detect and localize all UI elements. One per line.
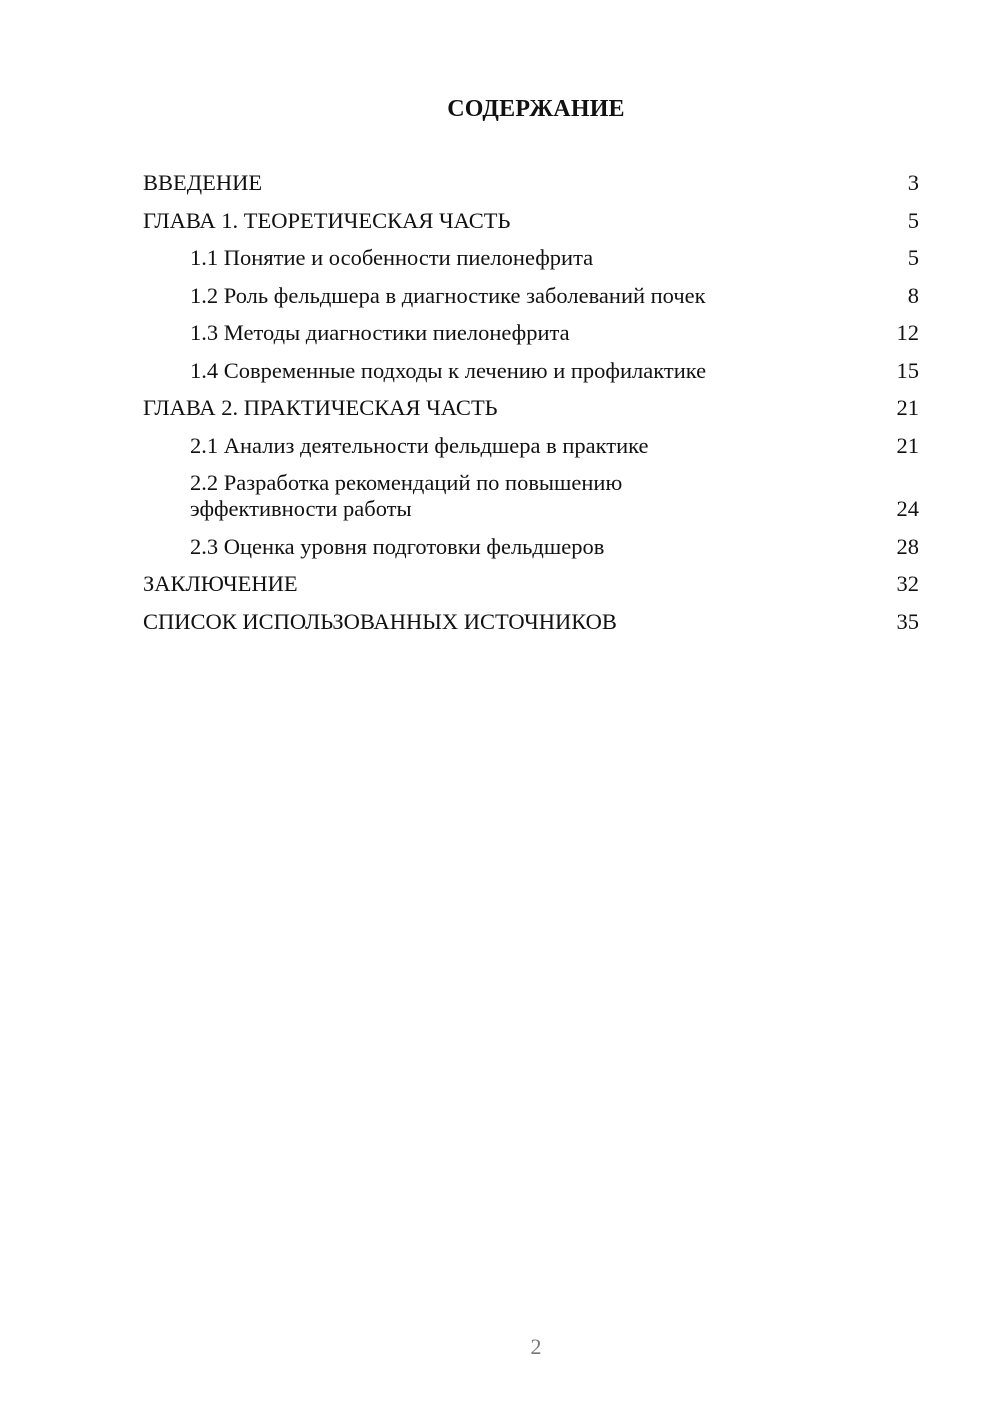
toc-entry[interactable] [143, 609, 919, 635]
toc-entry-label: ГЛАВА 2. ПРАКТИЧЕСКАЯ ЧАСТЬ [143, 395, 498, 420]
page-title: СОДЕРЖАНИЕ [447, 96, 625, 122]
toc-entry-label: 1.4 Современные подходы к лечению и профилактике [190, 357, 707, 383]
toc-entry-page: 3 [907, 170, 919, 195]
toc-entry-label: ЗАКЛЮЧЕНИЕ [143, 571, 298, 596]
toc-entry-page: 5 [907, 245, 919, 270]
toc-entry-page: 35 [896, 608, 919, 634]
toc-entry-page: 32 [896, 571, 919, 596]
toc-entry-label: 2.1 Анализ деятельности фельдшера в практике [190, 432, 649, 458]
toc-entry[interactable] [143, 395, 919, 421]
page-number: 2 [530, 1334, 542, 1359]
toc-entry-label: 2.2 Разработка рекомендаций по повышению эффективности работы [190, 470, 623, 521]
toc-entry[interactable] [143, 534, 919, 560]
toc-entry[interactable] [143, 571, 919, 597]
toc-entry-label: 2.3 Оценка уровня подготовки фельдшеров [190, 533, 605, 559]
toc-entry-page: 8 [907, 282, 919, 308]
toc-entry[interactable] [143, 245, 919, 271]
toc-entry[interactable] [143, 208, 919, 234]
toc-entry-page: 21 [896, 432, 919, 458]
toc-entry-label: СПИСОК ИСПОЛЬЗОВАННЫХ ИСТОЧНИКОВ [143, 608, 617, 634]
toc-entry-page: 21 [896, 395, 919, 420]
toc-entry-page: 28 [896, 533, 919, 559]
toc-entry[interactable] [143, 433, 919, 459]
table-of-contents [143, 170, 919, 646]
toc-entry-page: 15 [896, 357, 919, 383]
toc-entry-label: 1.1 Понятие и особенности пиелонефрита [190, 245, 594, 270]
toc-entry[interactable] [143, 170, 919, 196]
toc-entry-label: ВВЕДЕНИЕ [143, 170, 263, 195]
toc-entry[interactable] [143, 283, 919, 309]
toc-entry[interactable] [143, 358, 919, 384]
toc-entry-label: 1.2 Роль фельдшера в диагностике заболеваний почек [190, 282, 706, 308]
toc-entry-page: 24 [896, 496, 919, 521]
toc-entry-label: 1.3 Методы диагностики пиелонефрита [190, 320, 570, 345]
toc-entry-page: 5 [907, 207, 919, 233]
toc-entry-label: ГЛАВА 1. ТЕОРЕТИЧЕСКАЯ ЧАСТЬ [143, 207, 511, 233]
toc-entry[interactable] [143, 470, 919, 522]
toc-entry-page: 12 [896, 320, 919, 345]
toc-entry[interactable] [143, 320, 919, 346]
